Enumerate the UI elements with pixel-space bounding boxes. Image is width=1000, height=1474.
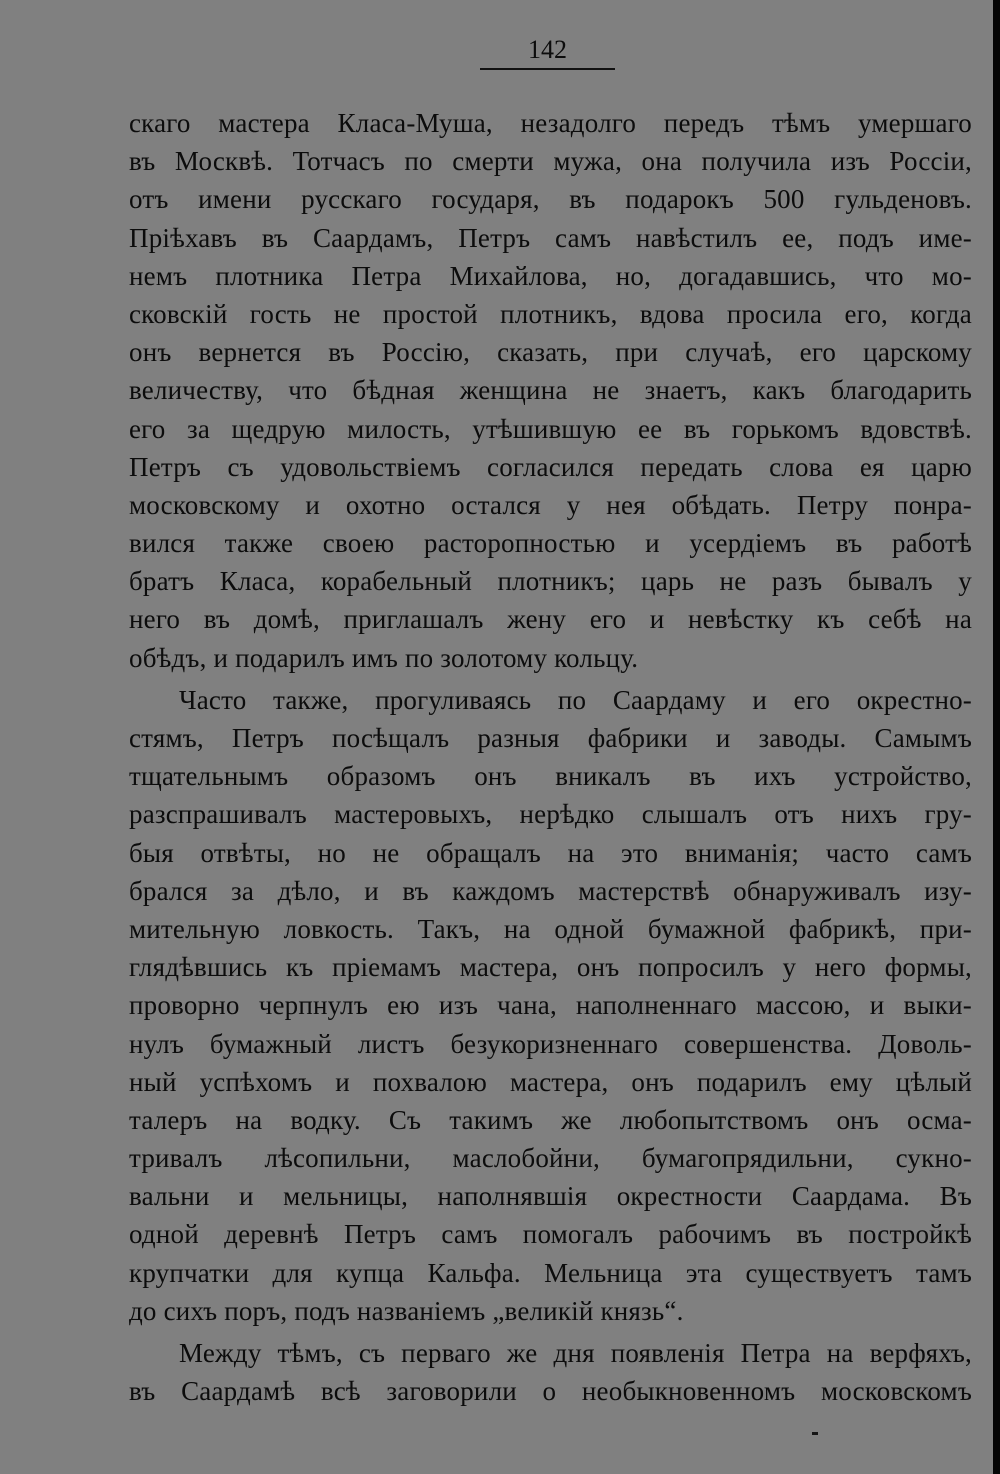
print-speck: [812, 1432, 818, 1435]
text-line: Часто также, прогуливаясь по Саардаму и его окрестно-: [179, 684, 972, 715]
text-line: одной деревнѣ Петръ самъ помогалъ рабочимъ въ постройкѣ: [129, 1219, 972, 1250]
text-line: стямъ, Петръ посѣщалъ разныя фабрики и заводы. Самымъ: [129, 723, 972, 753]
text-line: его за щедрую милость, утѣшившую ее въ горькомъ вдовствѣ.: [129, 413, 972, 444]
text-line: сковскій гость не простой плотникъ, вдова просила его, когда: [129, 298, 972, 329]
page-number: 142: [528, 35, 567, 64]
text-line: глядѣвшись къ пріемамъ мастера, онъ попросилъ у него формы,: [129, 952, 972, 983]
text-line: разспрашивалъ мастеровыхъ, нерѣдко слышалъ отъ нихъ гру-: [129, 799, 972, 830]
text-line: быя отвѣты, но не обращалъ на это вниманія; часто самъ: [129, 837, 972, 868]
text-line: ный успѣхомъ и похвалою мастера, онъ подарилъ ему цѣлый: [129, 1066, 972, 1097]
text-line: онъ вернется въ Россію, сказать, при случаѣ, его царскому: [129, 337, 972, 368]
text-line: тривалъ лѣсопильни, маслобойни, бумагопрядильни, сукно-: [129, 1143, 972, 1174]
text-line: талеръ на водку. Съ такимъ же любопытствомъ онъ осма-: [129, 1104, 972, 1135]
text-line: Между тѣмъ, съ перваго же дня появленія Петра на верфяхъ,: [179, 1338, 972, 1368]
page-number-rule: [480, 68, 615, 70]
text-line: отъ имени русскаго государя, въ подарокъ 500 гульденовъ.: [129, 184, 972, 215]
text-line: вальни и мельницы, наполнявшія окрестности Саардама. Въ: [129, 1181, 972, 1212]
body-text: [129, 104, 972, 1410]
text-line: вился также своею расторопностью и усердіемъ въ работѣ: [129, 528, 972, 559]
text-line: Пріѣхавъ въ Саардамъ, Петръ самъ навѣстилъ ее, подъ име-: [129, 222, 972, 253]
paragraph: [129, 681, 972, 1330]
text-line: крупчатки для купца Кальфа. Мельница эта существуетъ тамъ: [129, 1257, 972, 1288]
page-edge-shadow: [993, 0, 1000, 1474]
text-line: въ Москвѣ. Тотчасъ по смерти мужа, она получила изъ Россіи,: [129, 146, 972, 177]
text-line: брался за дѣло, и въ каждомъ мастерствѣ обнаруживалъ изу-: [129, 875, 972, 906]
text-line: нулъ бумажный листъ безукоризненнаго совершенства. Доволь-: [129, 1028, 972, 1059]
text-line: московскому и охотно остался у нея обѣдать. Петру понра-: [129, 489, 972, 520]
paragraph: [129, 104, 972, 677]
text-line: Петръ съ удовольствіемъ согласился передать слова ея царю: [129, 451, 972, 482]
text-line: величеству, что бѣдная женщина не знаетъ, какъ благодарить: [129, 375, 972, 406]
text-line: него въ домѣ, приглашалъ жену его и невѣстку къ себѣ на: [129, 604, 972, 635]
text-line: братъ Класа, корабельный плотникъ; царь не разъ бывалъ у: [129, 566, 972, 597]
text-line: немъ плотника Петра Михайлова, но, догадавшись, что мо-: [129, 260, 972, 291]
text-line: обѣдъ, и подарилъ имъ по золотому кольцу.: [129, 642, 639, 673]
text-line: скаго мастера Класа-Муша, незадолго передъ тѣмъ умершаго: [129, 108, 972, 138]
text-line: тщательнымъ образомъ онъ вникалъ въ ихъ устройство,: [129, 761, 972, 792]
text-line: въ Саардамѣ всѣ заговорили о необыкновенномъ московскомъ: [129, 1376, 972, 1407]
paragraph: [129, 1334, 972, 1410]
text-line: мительную ловкость. Такъ, на одной бумажной фабрикѣ, при-: [129, 913, 972, 944]
text-line: до сихъ поръ, подъ названіемъ „великій князь“.: [129, 1295, 684, 1326]
text-line: проворно черпнулъ ею изъ чана, наполненнаго массою, и выки-: [129, 990, 972, 1021]
